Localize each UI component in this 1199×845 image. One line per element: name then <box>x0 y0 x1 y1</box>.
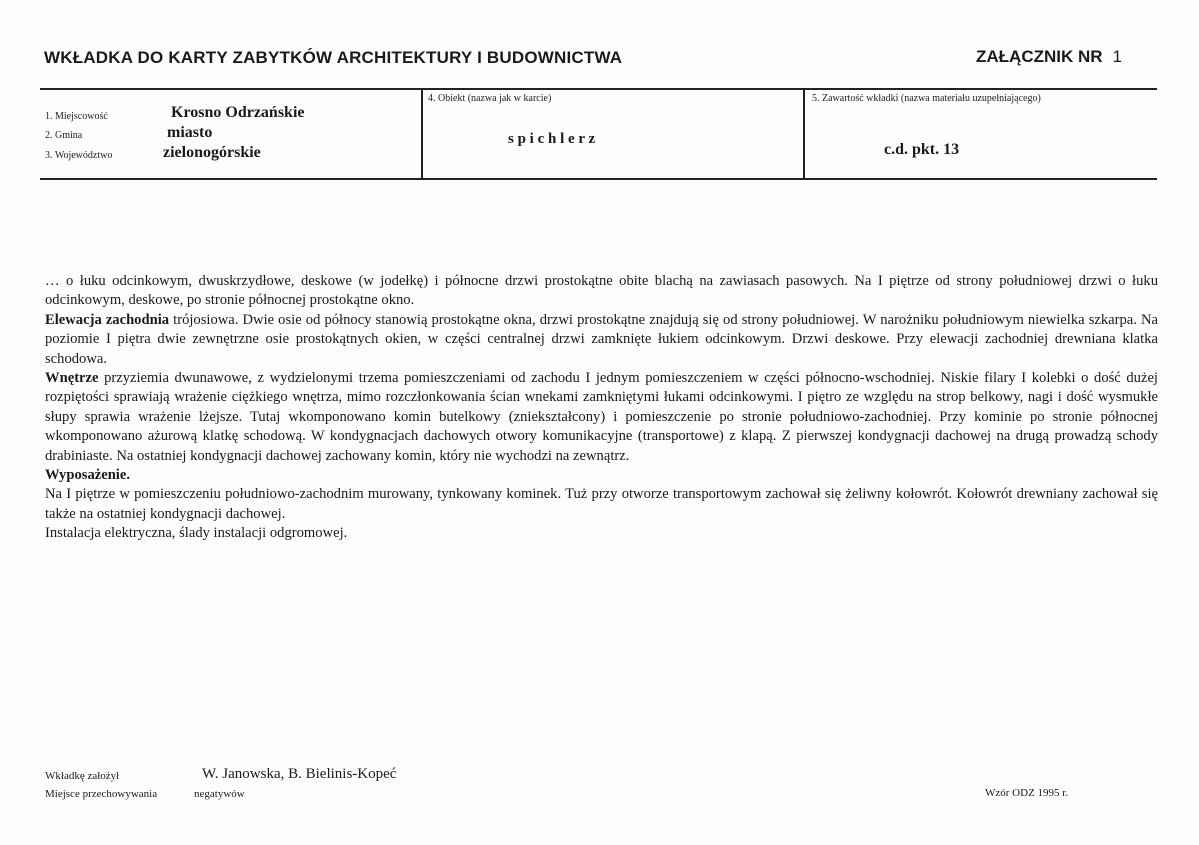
text-west-elevation: trójosiowa. Dwie osie od północy stanowią prostokątne okna, drzwi prostokątne znajdują się od strony południowej. W narożniku południowym niewielka szkarpa. Na poziomie I piętra dwie zewnętrzne osie prostokątnych okien, w części centralnej drzwi zamknięte łukiem odcinkowym. Drzwi deskowe. Przy elewacji zachodniej drewniana klatka schodowa. <box>45 311 1159 367</box>
paragraph-installations: Instalacja elektryczna, ślady instalacji odgromowej. <box>45 525 348 542</box>
paragraph-west-elevation <box>45 311 1158 369</box>
object-value: s p i c h l e r z <box>508 131 596 147</box>
table-bottom-rule <box>40 178 1157 180</box>
table-top-rule <box>40 88 1157 90</box>
paragraph-interior <box>45 369 1158 466</box>
voivodeship-label: 3. Województwo <box>45 150 113 161</box>
annex-label-text: ZAŁĄCZNIK NR <box>976 47 1103 66</box>
annex-label <box>976 47 1122 67</box>
heading-interior: Wnętrze <box>45 370 99 387</box>
commune-label: 2. Gmina <box>45 130 83 141</box>
heading-equipment: Wyposażenie. <box>45 467 130 484</box>
storage-label: Miejsce przechowywania <box>45 788 158 800</box>
table-divider-1 <box>421 88 423 179</box>
commune-value: miasto <box>167 124 213 141</box>
form-title: WKŁADKA DO KARTY ZABYTKÓW ARCHITEKTURY I BUDOWNICTWA <box>44 48 623 67</box>
heading-west-elevation: Elewacja zachodnia <box>45 311 170 328</box>
content-label: 5. Zawartość wkładki (nazwa materiału uzupełniającego) <box>812 93 1041 104</box>
form-reference: Wzór ODZ 1995 r. <box>985 787 1069 799</box>
annex-number: 1 <box>1112 47 1123 66</box>
author-label: Wkładkę założył <box>45 770 120 782</box>
storage-value: negatywów <box>194 788 245 800</box>
paragraph-equipment: Na I piętrze w pomieszczeniu południowo-zachodnim murowany, tynkowany kominek. Tuż przy otworze transportowym zachował się żeliwny kołowrót. Kołowrót drewniany zachował się także na ostatniej kondygnacji dachowej. <box>45 486 1158 522</box>
description-body <box>45 272 1158 544</box>
object-label: 4. Obiekt (nazwa jak w karcie) <box>428 93 552 104</box>
text-interior: przyziemia dwunawowe, z wydzielonymi trzema pomieszczeniami od zachodu I jednym pomieszczeniem w części północno-wschodniej. Niskie filary I kolebki o dość dużej rozpiętości sprawiają wrażenie ciężkiego wnętrza, mimo rozczłonkowania ścian wnekami zamkniętymi łukami odcinkowymi. I piętro ze względu na strop belkowy, nagi i dość wysmukłe słupy sprawia wrażenie lżejsze. Tutaj wkomponowano komin butelkowy (zniekształcony) i pomieszczenie po stronie południowo-zachodniej. Przy kominie po stronie północnej wkomponowano ażurową klatkę schodową. W kondygnacjach dachowych otwory komunikacyjne (transportowe) z klapą. Z pierwszej kondygnacji dachowej na drugą prowadzą schody drabiniaste. Na ostatniej kondygnacji dachowej zachowany komin, który nie wychodzi na zewnątrz. <box>45 370 1158 464</box>
locality-value: Krosno Odrzańskie <box>171 104 305 121</box>
locality-label: 1. Miejscowość <box>45 111 108 122</box>
table-divider-2 <box>803 88 805 179</box>
voivodeship-value: zielonogórskie <box>163 144 261 161</box>
content-value: c.d. pkt. 13 <box>884 141 960 158</box>
paragraph-doors: … o łuku odcinkowym, dwuskrzydłowe, deskowe (w jodełkę) i północne drzwi prostokątne obite blachą na zawiasach pasowych. Na I piętrze od strony południowej drzwi o łuku odcinkowym, deskowe, po stronie północnej prostokątne okno. <box>45 273 1158 309</box>
author-value: W. Janowska, B. Bielinis-Kopeć <box>202 766 397 782</box>
